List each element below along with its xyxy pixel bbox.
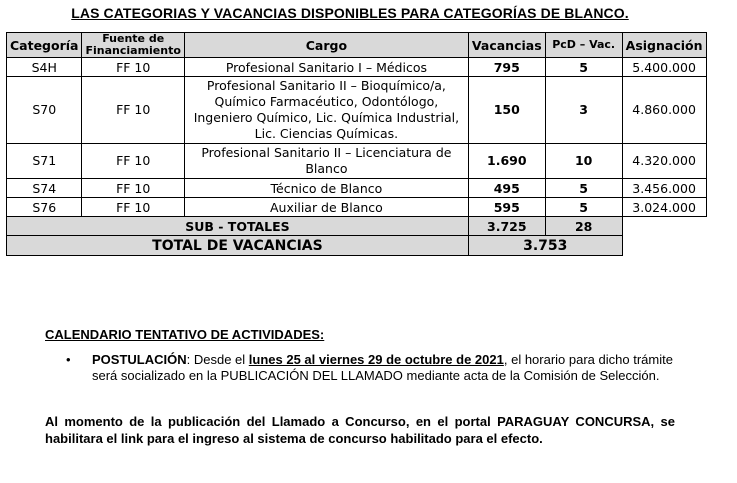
cell-cargo: Técnico de Blanco bbox=[184, 179, 468, 198]
cell-asignacion: 3.456.000 bbox=[622, 179, 706, 198]
cell-asignacion: 3.024.000 bbox=[622, 198, 706, 217]
total-value: 3.753 bbox=[468, 236, 622, 256]
cell-categoria: S76 bbox=[7, 198, 82, 217]
cell-pcd: 10 bbox=[545, 144, 622, 179]
cell-vacancias: 795 bbox=[468, 58, 545, 77]
cell-vacancias: 495 bbox=[468, 179, 545, 198]
notice-paragraph: Al momento de la publicación del Llamado a Concurso, en el portal PARAGUAY CONCURSA, se habilitara el link para el ingreso al sistema de concurso habilitado para el efecto. bbox=[45, 414, 675, 446]
cell-vacancias: 595 bbox=[468, 198, 545, 217]
bullet-icon: • bbox=[66, 352, 71, 367]
header-asignacion: Asignación bbox=[622, 33, 706, 58]
subtotal-vacancias: 3.725 bbox=[468, 217, 545, 236]
table-row bbox=[7, 198, 707, 217]
header-pcd: PcD – Vac. bbox=[545, 33, 622, 58]
subtotal-row bbox=[7, 217, 707, 236]
calendar-item bbox=[66, 352, 677, 384]
header-categoria: Categoría bbox=[7, 33, 82, 58]
cell-fuente: FF 10 bbox=[82, 77, 184, 144]
cell-fuente: FF 10 bbox=[82, 144, 184, 179]
subtotal-pcd: 28 bbox=[545, 217, 622, 236]
header-fuente: Fuente de Financiamiento bbox=[82, 33, 184, 58]
subtotal-label: SUB - TOTALES bbox=[7, 217, 469, 236]
empty-cell bbox=[622, 217, 706, 236]
table-row bbox=[7, 179, 707, 198]
calendar-item-text-2: , el horario para dicho trámite será socializado en la PUBLICACIÓN DEL LLAMADO mediante acta de la Comisión de Selección. bbox=[92, 352, 673, 383]
cell-cargo: Profesional Sanitario II – Bioquímico/a, Químico Farmacéutico, Odontólogo, Ingeniero Químico, Lic. Química Industrial, Lic. Ciencias Químicas. bbox=[184, 77, 468, 144]
cell-pcd: 3 bbox=[545, 77, 622, 144]
cell-fuente: FF 10 bbox=[82, 198, 184, 217]
vacancies-table bbox=[6, 32, 707, 256]
total-label: TOTAL DE VACANCIAS bbox=[7, 236, 469, 256]
calendar-item-text-1: : Desde el bbox=[186, 352, 249, 367]
table-row bbox=[7, 144, 707, 179]
cell-fuente: FF 10 bbox=[82, 179, 184, 198]
empty-cell bbox=[622, 236, 706, 256]
cell-fuente: FF 10 bbox=[82, 58, 184, 77]
cell-asignacion: 5.400.000 bbox=[622, 58, 706, 77]
total-row bbox=[7, 236, 707, 256]
table-row bbox=[7, 77, 707, 144]
cell-vacancias: 150 bbox=[468, 77, 545, 144]
table-row bbox=[7, 58, 707, 77]
header-cargo: Cargo bbox=[184, 33, 468, 58]
cell-categoria: S74 bbox=[7, 179, 82, 198]
page-title: LAS CATEGORIAS Y VACANCIAS DISPONIBLES PARA CATEGORÍAS DE BLANCO. bbox=[71, 5, 629, 21]
calendar-item-dates: lunes 25 al viernes 29 de octubre de 2021 bbox=[248, 352, 504, 367]
cell-categoria: S4H bbox=[7, 58, 82, 77]
cell-pcd: 5 bbox=[545, 198, 622, 217]
calendar-title: CALENDARIO TENTATIVO DE ACTIVIDADES: bbox=[45, 327, 325, 342]
cell-cargo: Profesional Sanitario II – Licenciatura de Blanco bbox=[184, 144, 468, 179]
calendar-item-label: POSTULACIÓN bbox=[92, 352, 187, 367]
cell-categoria: S70 bbox=[7, 77, 82, 144]
cell-cargo: Auxiliar de Blanco bbox=[184, 198, 468, 217]
cell-asignacion: 4.860.000 bbox=[622, 77, 706, 144]
cell-pcd: 5 bbox=[545, 58, 622, 77]
table-header-row bbox=[7, 33, 707, 58]
header-vacancias: Vacancias bbox=[468, 33, 545, 58]
cell-asignacion: 4.320.000 bbox=[622, 144, 706, 179]
cell-vacancias: 1.690 bbox=[468, 144, 545, 179]
cell-cargo: Profesional Sanitario I – Médicos bbox=[184, 58, 468, 77]
cell-categoria: S71 bbox=[7, 144, 82, 179]
cell-pcd: 5 bbox=[545, 179, 622, 198]
